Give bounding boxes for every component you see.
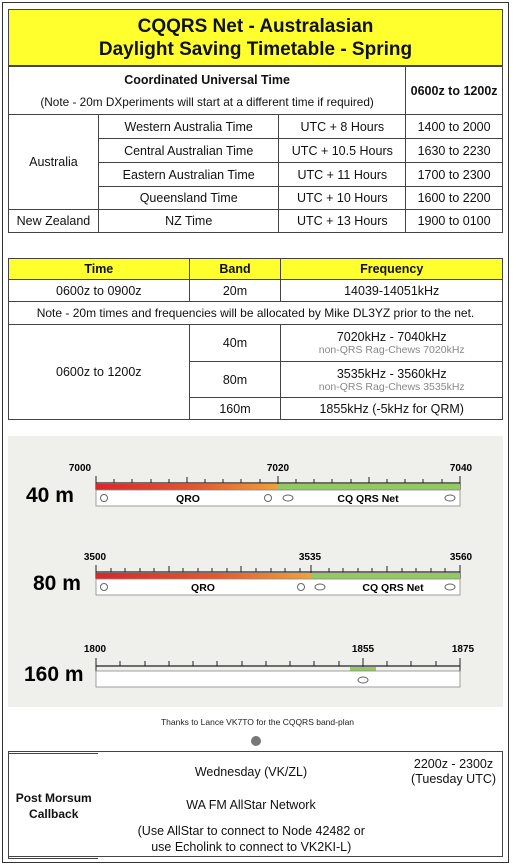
time-header: Time bbox=[9, 259, 190, 280]
frequency-range: 7020kHz - 7040kHz bbox=[336, 330, 447, 344]
zone-cell: Central Australian Time bbox=[98, 139, 279, 163]
qrs-segment bbox=[278, 484, 460, 490]
australia-label: Australia bbox=[9, 115, 99, 210]
zone-cell: NZ Time bbox=[98, 210, 279, 233]
offset-cell: UTC + 8 Hours bbox=[279, 115, 406, 139]
band-label: 160 m bbox=[24, 663, 84, 686]
ragchew-note: non-QRS Rag-Chews 3535kHz bbox=[318, 380, 465, 393]
time-cell: 1900 to 0100 bbox=[406, 210, 503, 233]
callback-day: Wednesday (VK/ZL) bbox=[194, 765, 308, 779]
title-line-2: Daylight Saving Timetable - Spring bbox=[98, 39, 413, 60]
frequency-header: Frequency bbox=[281, 259, 503, 280]
frequency-cell: 14039-14051kHz bbox=[281, 280, 503, 302]
ragchew-note: non-QRS Rag-Chews 7020kHz bbox=[318, 344, 465, 356]
band-cell: 20m bbox=[189, 280, 281, 302]
utc-header-time: 0600z to 1200z bbox=[406, 67, 503, 115]
allocation-note: Note - 20m times and frequencies will be allocated by Mike DL3YZ prior to the net. bbox=[9, 302, 503, 325]
offset-cell: UTC + 10 Hours bbox=[279, 187, 406, 210]
scale-end-label: 3560 bbox=[449, 552, 473, 563]
qrs-net-label: CQ QRS Net bbox=[362, 582, 424, 594]
qro-label: QRO bbox=[176, 493, 200, 505]
band-80m bbox=[33, 552, 473, 595]
band-label: 80 m bbox=[33, 572, 81, 595]
callback-time: 2200z - 2300z (Tuesday UTC) bbox=[411, 757, 497, 786]
qro-segment bbox=[96, 484, 278, 490]
band-40m bbox=[26, 463, 473, 507]
scale-end-label: 1875 bbox=[451, 644, 475, 655]
utc-table bbox=[8, 66, 503, 233]
qro-segment bbox=[96, 573, 311, 579]
callback-network: WA FM AllStar Network bbox=[186, 797, 316, 812]
band-cell: 40m bbox=[189, 325, 281, 362]
scale-start-label: 7000 bbox=[68, 463, 92, 474]
scale-end-label: 7040 bbox=[449, 463, 473, 474]
frequency-range: 3535kHz - 3560kHz bbox=[336, 366, 447, 381]
zone-cell: Queensland Time bbox=[98, 187, 279, 210]
zone-cell: Eastern Australian Time bbox=[98, 163, 279, 187]
scale-start-label: 3500 bbox=[83, 552, 107, 563]
callback-table bbox=[8, 753, 503, 859]
band-160m bbox=[24, 644, 475, 687]
qrs-segment bbox=[350, 667, 376, 671]
scale-start-label: 1800 bbox=[83, 644, 107, 655]
band-bar bbox=[96, 671, 460, 687]
scale-mid-label: 1855 bbox=[351, 644, 375, 655]
carousel-dot[interactable] bbox=[251, 736, 261, 746]
bandplan-credit: Thanks to Lance VK7TO for the CQQRS band-plan bbox=[160, 717, 355, 727]
time-cell: 0600z to 0900z bbox=[9, 280, 190, 302]
utc-header-note: (Note - 20m DXperiments will start at a different time if required) bbox=[40, 94, 374, 109]
utc-header-title: Coordinated Universal Time bbox=[124, 72, 290, 87]
offset-cell: UTC + 11 Hours bbox=[279, 163, 406, 187]
time-cell: 1630 to 2230 bbox=[406, 139, 503, 163]
bandplan-graphic bbox=[8, 436, 503, 707]
callback-connect-note: (Use AllStar to connect to Node 42482 or use Echolink to connect to VK2KI-L) bbox=[137, 823, 365, 854]
frequency-cell bbox=[281, 362, 503, 398]
band-label: 40 m bbox=[26, 484, 74, 507]
band-bar bbox=[96, 490, 460, 506]
zone-cell: Western Australia Time bbox=[98, 115, 279, 139]
timetable-title bbox=[8, 9, 503, 66]
utc-header bbox=[9, 67, 406, 115]
offset-cell: UTC + 10.5 Hours bbox=[279, 139, 406, 163]
nz-label: New Zealand bbox=[9, 210, 99, 233]
scale-mid-label: 3535 bbox=[298, 552, 322, 563]
qro-label: QRO bbox=[191, 582, 215, 594]
time-cell: 1700 to 2300 bbox=[406, 163, 503, 187]
band-cell: 160m bbox=[189, 398, 281, 420]
tick-marks bbox=[96, 658, 460, 672]
blank-cell bbox=[404, 819, 503, 859]
frequency-cell bbox=[281, 325, 503, 362]
qrs-net-label: CQ QRS Net bbox=[337, 493, 399, 505]
scale-mid-label: 7020 bbox=[266, 463, 290, 474]
title-line-1: CQQRS Net - Australasian bbox=[137, 16, 374, 37]
band-table bbox=[8, 258, 503, 420]
time-cell: 1400 to 2000 bbox=[406, 115, 503, 139]
blank-cell bbox=[404, 791, 503, 819]
band-header: Band bbox=[189, 259, 281, 280]
band-cell: 80m bbox=[189, 362, 281, 398]
bandplan-svg bbox=[8, 436, 503, 707]
qrs-segment bbox=[311, 573, 460, 579]
frequency-cell: 1855kHz (-5kHz for QRM) bbox=[281, 398, 503, 420]
offset-cell: UTC + 13 Hours bbox=[279, 210, 406, 233]
time-cell: 0600z to 1200z bbox=[9, 325, 190, 420]
time-cell: 1600 to 2200 bbox=[406, 187, 503, 210]
callback-title: Post Morsum Callback bbox=[9, 754, 99, 859]
